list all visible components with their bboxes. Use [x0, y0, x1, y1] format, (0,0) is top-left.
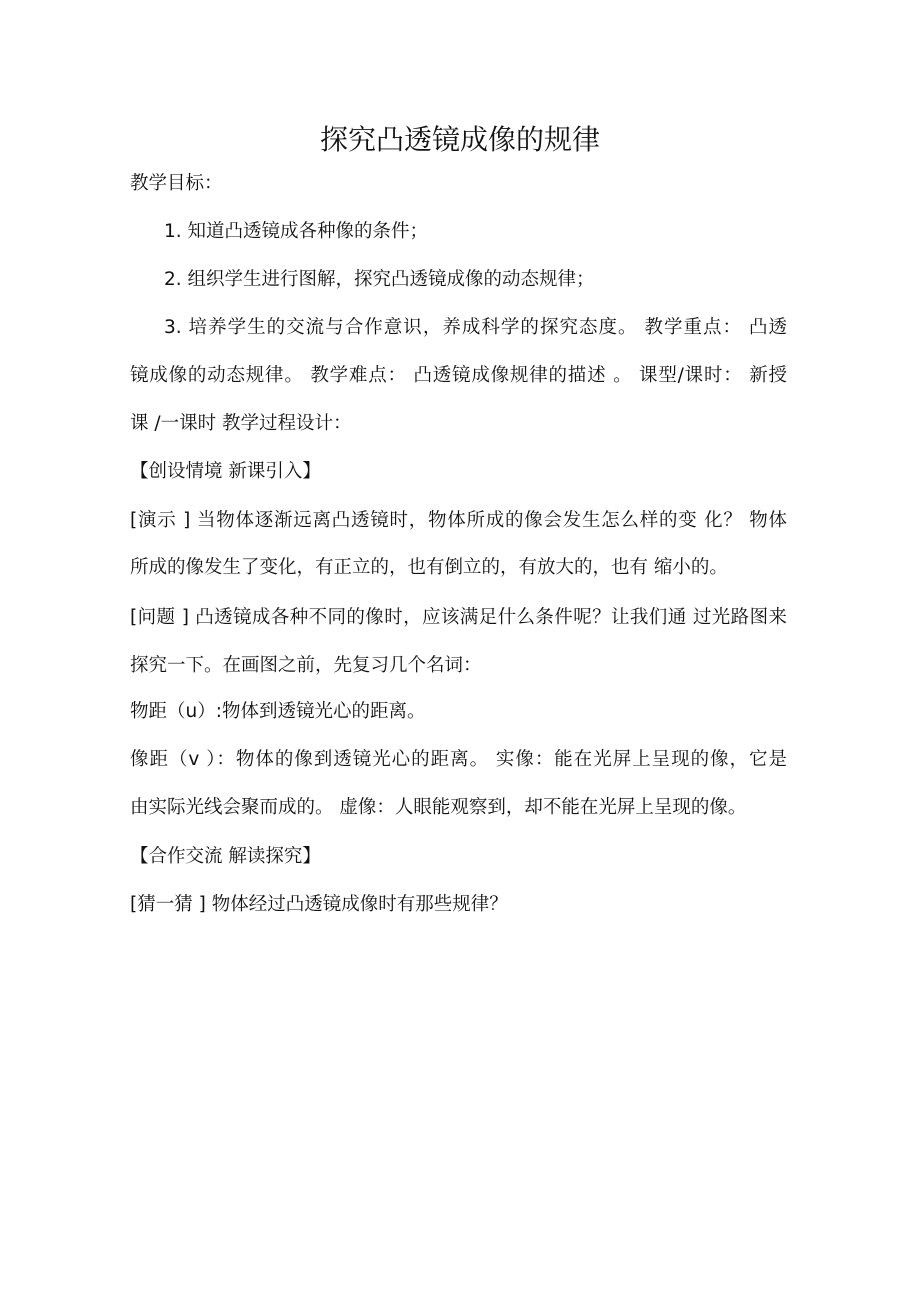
objective-1: 1. 知道凸透镜成各种像的条件； — [164, 221, 429, 242]
section-heading-objectives: 教学目标： — [130, 173, 223, 194]
paragraph-line: 探究一下。在画图之前，先复习几个名词： — [130, 655, 482, 676]
paragraph-line: [猜一猜 ] 物体经过凸透镜成像时有那些规律？ — [130, 894, 508, 915]
paragraph-line: [演示 ] 当物体逐渐远离凸透镜时，物体所成的像会发生怎么样的变 化？ 物体 — [130, 510, 787, 531]
objective-2: 2. 组织学生进行图解，探究凸透镜成像的动态规律； — [164, 269, 595, 290]
section-heading-intro: 【创设情境 新课引入】 — [130, 461, 321, 482]
paragraph-line: 由实际光线会聚而成的。 虚像：人眼能观察到，却不能在光屏上呈现的像。 — [130, 797, 747, 818]
paragraph-line: 所成的像发生了变化，有正立的，也有倒立的，有放大的，也有 缩小的。 — [130, 557, 728, 578]
objective-3: 3. 培养学生的交流与合作意识，养成科学的探究态度。 教学重点： 凸透 — [164, 317, 787, 338]
paragraph-line: 课 /一课时 教学过程设计： — [130, 413, 352, 434]
definition-object-distance: 物距（u）:物体到透镜光心的距离。 — [130, 701, 426, 722]
definition-image-distance: 像距（v ）：物体的像到透镜光心的距离。 实像：能在光屏上呈现的像，它是 — [130, 749, 787, 770]
paragraph-line: [问题 ] 凸透镜成各种不同的像时，应该满足什么条件呢？让我们通 过光路图来 — [130, 607, 787, 628]
section-heading-cooperation: 【合作交流 解读探究】 — [130, 846, 321, 867]
paragraph-line: 镜成像的动态规律。 教学难点： 凸透镜成像规律的描述 。 课型/课时： 新授 — [130, 365, 787, 386]
document-title: 探究凸透镜成像的规律 — [319, 123, 600, 156]
